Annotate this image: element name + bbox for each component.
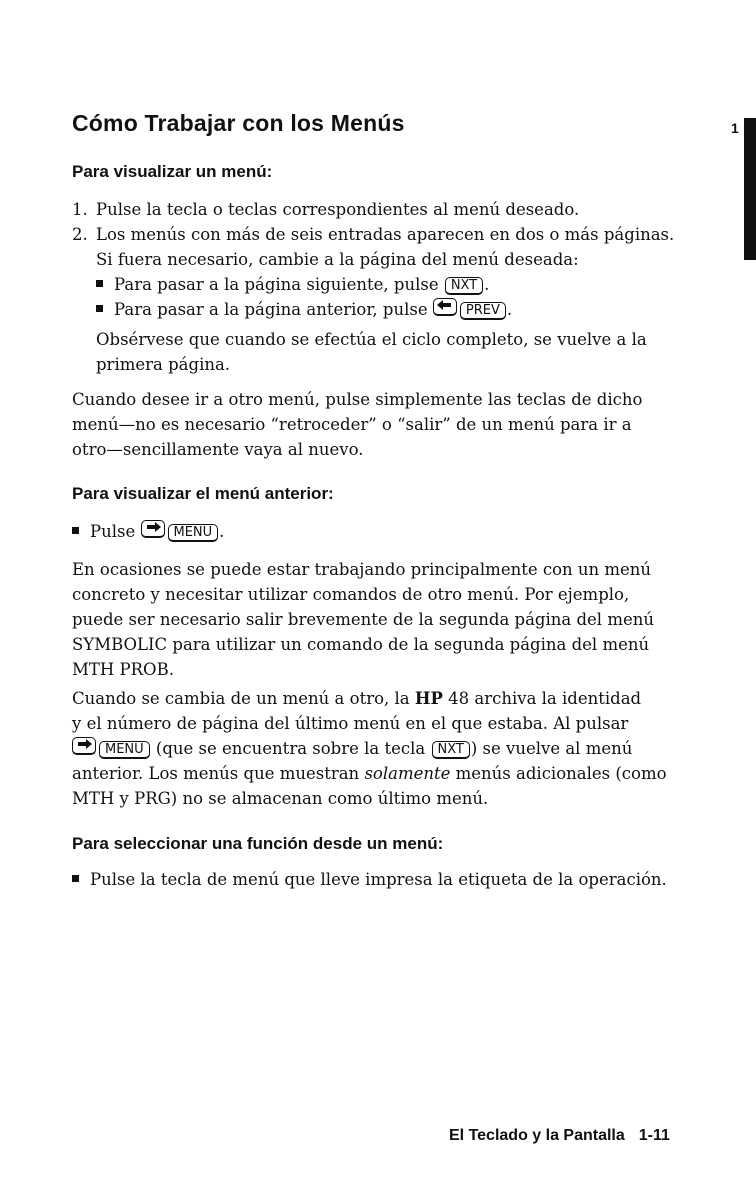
text-run: Cuando se cambia de un menú a otro, la — [72, 689, 410, 708]
paragraph-line: menú—no es necesario “retroceder” o “salir” de un menú para ir a — [72, 415, 632, 434]
bullet-item: Para pasar a la página anterior, pulse PREV . — [72, 297, 722, 322]
section-heading-visualizar-menu: Para visualizar un menú: — [72, 162, 273, 181]
nxt-key: NXT — [432, 741, 470, 759]
list-item — [72, 222, 722, 247]
section1-list — [72, 197, 722, 322]
note-line: Obsérvese que cuando se efectúa el ciclo completo, se vuelve a la — [96, 330, 647, 349]
bullet-icon — [96, 280, 103, 287]
note-line: primera página. — [96, 355, 231, 374]
page-title: Cómo Trabajar con los Menús — [72, 110, 405, 136]
paragraph-line: Cuando desee ir a otro menú, pulse simplemente las teclas de dicho — [72, 390, 643, 409]
bullet-text: Para pasar a la página siguiente, pulse — [114, 275, 439, 294]
bullet-icon — [72, 527, 79, 534]
paragraph-line: SYMBOLIC para utilizar un comando de la segunda página del menú — [72, 635, 650, 654]
text-run: (que se encuentra sobre la tecla — [155, 739, 426, 758]
nxt-key: NXT — [445, 277, 483, 295]
paragraph-line: y el número de página del último menú en el que estaba. Al pulsar — [72, 714, 629, 733]
bullet-item: Para pasar a la página siguiente, pulse NXT . — [72, 272, 722, 297]
section2-bullet — [72, 519, 722, 544]
left-shift-arrow-icon — [433, 298, 457, 316]
paragraph-line — [72, 761, 722, 786]
list-item-text: Los menús con más de seis entradas aparecen en dos o más páginas. — [96, 225, 675, 244]
footer-title: El Teclado y la Pantalla — [449, 1127, 625, 1144]
paragraph-line — [72, 736, 722, 761]
paragraph-line: MTH PROB. — [72, 660, 174, 679]
list-number: 1. — [72, 200, 88, 219]
paragraph-line: otro—sencillamente vaya al nuevo. — [72, 440, 364, 459]
menu-key: MENU — [99, 741, 150, 759]
list-item — [72, 197, 722, 222]
bullet-text: Pulse — [90, 522, 136, 541]
chapter-number: 1 — [731, 120, 739, 136]
section2-paragraph2 — [72, 686, 722, 811]
list-number: 2. — [72, 225, 88, 244]
bullet-text: Para pasar a la página anterior, pulse — [114, 300, 428, 319]
paragraph-line — [72, 686, 722, 711]
bullet-text: Pulse la tecla de menú que lleve impresa la etiqueta de la operación. — [90, 870, 667, 889]
paragraph-line: puede ser necesario salir brevemente de la segunda página del menú — [72, 610, 654, 629]
menu-key: MENU — [168, 524, 219, 542]
emphasis-text: solamente — [364, 764, 451, 783]
paragraph-line: MTH y PRG) no se almacenan como último menú. — [72, 789, 489, 808]
section1-note — [96, 327, 722, 377]
bullet-icon — [96, 305, 103, 312]
chapter-tab-marker — [744, 118, 756, 260]
right-shift-arrow-icon — [141, 520, 165, 538]
bullet-item: Pulse MENU . — [72, 519, 722, 544]
right-shift-arrow-icon — [72, 737, 96, 755]
section2-paragraph1 — [72, 557, 722, 682]
text-run: ) se vuelve al menú — [470, 739, 633, 758]
text-run: anterior. Los menús que muestran — [72, 764, 360, 783]
bullet-icon — [72, 875, 79, 882]
text-run: menús adicionales (como — [455, 764, 667, 783]
paragraph-line: concreto y necesitar utilizar comandos de otro menú. Por ejemplo, — [72, 585, 630, 604]
page-number: 1-11 — [638, 1127, 670, 1144]
bullet-item — [72, 867, 722, 892]
section1-paragraph — [72, 387, 722, 462]
hp-brand: HP — [414, 689, 443, 708]
list-item-continuation: Si fuera necesario, cambie a la página del menú deseada: — [96, 250, 579, 269]
list-item-text: Pulse la tecla o teclas correspondientes al menú deseado. — [96, 200, 580, 219]
section-heading-menu-anterior: Para visualizar el menú anterior: — [72, 484, 334, 503]
page-footer — [449, 1127, 670, 1145]
section3-bullet — [72, 867, 722, 892]
text-run: 48 archiva la identidad — [448, 689, 642, 708]
section-heading-seleccionar-funcion: Para seleccionar una función desde un menú: — [72, 834, 444, 853]
paragraph-line: En ocasiones se puede estar trabajando principalmente con un menú — [72, 560, 652, 579]
prev-key: PREV — [460, 302, 506, 320]
